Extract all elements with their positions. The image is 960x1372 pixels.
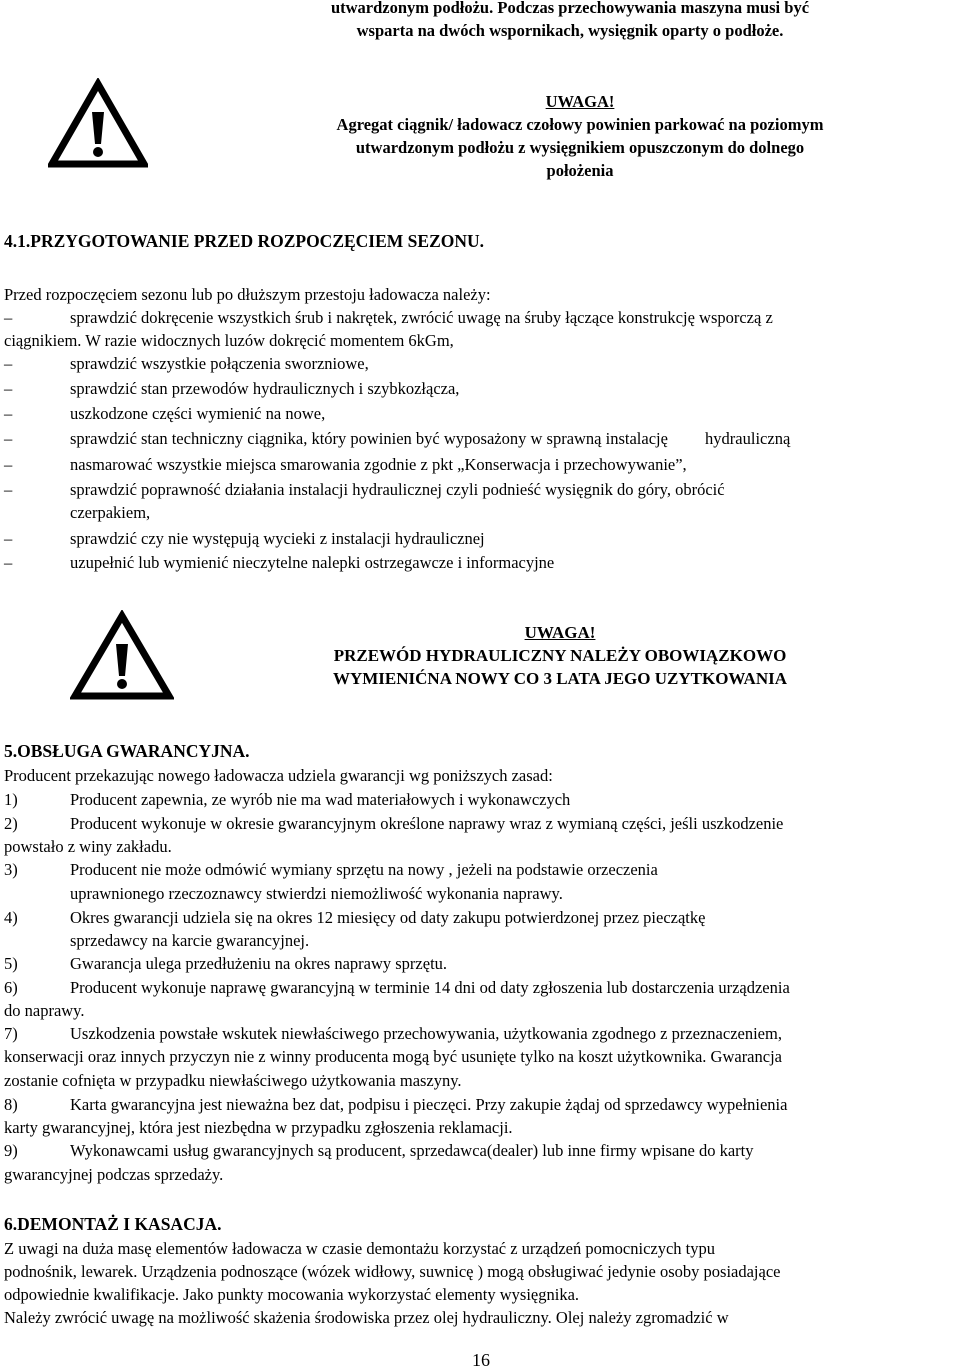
list-number: 1) (4, 790, 18, 809)
section-4-1-title: 4.1.PRZYGOTOWANIE PRZED ROZPOCZĘCIEM SEZONU. (4, 231, 485, 251)
list-item-text: Producent wykonuje w okresie gwarancyjnym określone naprawy wraz z wymianą części, jeśli uszkodzenie (70, 814, 784, 833)
list-item-text: sprawdzić czy nie występują wycieki z instalacji hydraulicznej (70, 529, 485, 548)
warning-1-line-1: Agregat ciągnik/ ładowacz czołowy powinien parkować na poziomym (336, 115, 824, 134)
list-number: 9) (4, 1141, 18, 1160)
warning-1-line-3: położenia (546, 161, 614, 180)
list-number: 5) (4, 954, 18, 973)
top-note-line-1: utwardzonym podłożu. Podczas przechowywania maszyna musi być (330, 0, 810, 17)
list-dash: – (4, 529, 13, 548)
list-item-text: sprawdzić dokręcenie wszystkich śrub i nakrętek, zwrócić uwagę na śruby łączące konstrukcję wsporczą z (70, 308, 773, 327)
list-item-text: sprawdzić stan przewodów hydraulicznych i szybkozłącza, (70, 379, 460, 398)
list-item-continuation: karty gwarancyjnej, która jest niezbędna w przypadku zgłoszenia reklamacji. (4, 1118, 513, 1137)
list-item-text: uzupełnić lub wymienić nieczytelne nalepki ostrzegawcze i informacyjne (70, 553, 555, 572)
warning-triangle-icon (70, 610, 174, 700)
list-number: 3) (4, 860, 18, 879)
list-item-text: Okres gwarancji udziela się na okres 12 miesięcy od daty zakupu potwierdzonej przez pieczątkę (70, 908, 706, 927)
list-item (4, 377, 960, 400)
list-dash: – (4, 308, 13, 327)
list-item-continuation: gwarancyjnej podczas sprzedaży. (4, 1165, 224, 1184)
warning-2-line-1: PRZEWÓD HYDRAULICZNY NALEŻY OBOWIĄZKOWO (333, 646, 787, 665)
warning-triangle-icon (48, 78, 148, 168)
list-number: 7) (4, 1024, 18, 1043)
list-item-text: Producent wykonuje naprawę gwarancyjną w terminie 14 dni od daty zgłoszenia lub dostarczenia urządzenia (70, 978, 790, 997)
list-item-text: sprawdzić poprawność działania instalacji hydraulicznej czyli podnieść wysięgnik do góry, obrócić (70, 480, 725, 499)
list-item-continuation: czerpakiem, (70, 503, 151, 522)
list-item-text: Karta gwarancyjna jest nieważna bez dat, podpisu i pieczęci. Przy zakupie żądaj od sprzedawcy wypełnienia (70, 1095, 788, 1114)
list-item-text: Producent nie może odmówić wymiany sprzętu na nowy , jeżeli na podstawie orzeczenia (70, 860, 658, 879)
list-item-continuation: do naprawy. (4, 1001, 85, 1020)
list-item-text: Uszkodzenia powstałe wskutek niewłaściwego przechowywania, użytkowania zgodnego z przeznaczeniem, (70, 1024, 782, 1043)
list-item-continuation: ciągnikiem. W razie widocznych luzów dokręcić momentem 6kGm, (4, 331, 454, 350)
top-note-line-2: wsparta na dwóch wspornikach, wysięgnik oparty o podłoże. (356, 21, 784, 40)
list-dash: – (4, 379, 13, 398)
section-6-line: odpowiednie kwalifikacje. Jako punkty mocowania wykorzystać elementy wysięgnika. (4, 1285, 580, 1304)
list-item-text: sprawdzić wszystkie połączenia sworzniowe, (70, 354, 369, 373)
warning-1-text (200, 90, 960, 182)
warning-1-line-2: utwardzonym podłożu z wysięgnikiem opuszczonym do dolnego (355, 138, 805, 157)
warning-2-title: UWAGA! (524, 623, 596, 642)
list-number: 4) (4, 908, 18, 927)
list-dash: – (4, 429, 13, 448)
list-dash: – (4, 455, 13, 474)
list-item (4, 352, 960, 375)
list-item-continuation: powstało z winy zakładu. (4, 837, 172, 856)
list-number: 6) (4, 978, 18, 997)
list-item-text: Producent zapewnia, ze wyrób nie ma wad materiałowych i wykonawczych (70, 790, 571, 809)
list-item-continuation: zostanie cofnięta w przypadku niewłaściwego użytkowania maszyny. (4, 1071, 462, 1090)
list-item (4, 527, 960, 550)
list-number: 2) (4, 814, 18, 833)
section-6-line: podnośnik, lewarek. Urządzenia podnoszące (wózek widłowy, suwnicę ) mogą obsługiwać jedynie osoby posiadające (4, 1262, 781, 1281)
list-item-continuation: sprzedawcy na karcie gwarancyjnej. (70, 931, 310, 950)
section-6-line: Należy zwrócić uwagę na możliwość skażenia środowiska przez olej hydrauliczny. Olej należy zgromadzić w (4, 1308, 729, 1327)
list-item-text: Gwarancja ulega przedłużeniu na okres naprawy sprzętu. (70, 954, 448, 973)
warning-1-title: UWAGA! (545, 92, 615, 111)
list-item (4, 306, 960, 329)
list-item (4, 402, 960, 425)
list-number: 8) (4, 1095, 18, 1114)
list-dash: – (4, 553, 13, 572)
list-item-text: nasmarować wszystkie miejsca smarowania zgodnie z pkt „Konserwacja i przechowywanie”, (70, 455, 687, 474)
section-6-line: Z uwagi na duża masę elementów ładowacza w czasie demontażu korzystać z urządzeń pomocniczych typu (4, 1239, 716, 1258)
section-5-intro: Producent przekazując nowego ładowacza udziela gwarancji wg poniższych zasad: (4, 766, 553, 785)
list-item (4, 427, 960, 450)
list-dash: – (4, 480, 13, 499)
section-6-title: 6.DEMONTAŻ I KASACJA. (4, 1214, 222, 1234)
list-item-text: Wykonawcami usług gwarancyjnych są producent, sprzedawca(dealer) lub inne firmy wpisane do karty (70, 1141, 754, 1160)
warning-2-line-2: WYMIENIĆNA NOWY CO 3 LATA JEGO UZYTKOWANIA (332, 669, 787, 688)
section-5-title: 5.OBSŁUGA GWARANCYJNA. (4, 741, 250, 761)
section-4-1-intro: Przed rozpoczęciem sezonu lub po dłuższym przestoju ładowacza należy: (4, 285, 491, 304)
list-item-text: sprawdzić stan techniczny ciągnika, który powinien być wyposażony w sprawną instalację hydrauliczną (70, 429, 791, 448)
list-dash: – (4, 404, 13, 423)
list-item-continuation: konserwacji oraz innych przyczyn nie z winny producenta mogą być usunięte tylko na koszt użytkownika. Gwarancja (4, 1047, 782, 1066)
warning-2-text (180, 621, 940, 690)
list-item (4, 453, 960, 476)
top-note (190, 0, 950, 42)
list-item (4, 551, 960, 574)
list-item-continuation: uprawnionego rzeczoznawcy stwierdzi niemożliwość wykonania naprawy. (70, 884, 563, 903)
list-item-text: uszkodzone części wymienić na nowe, (70, 404, 326, 423)
list-item (4, 478, 960, 501)
page-number: 16 (472, 1350, 490, 1370)
list-dash: – (4, 354, 13, 373)
